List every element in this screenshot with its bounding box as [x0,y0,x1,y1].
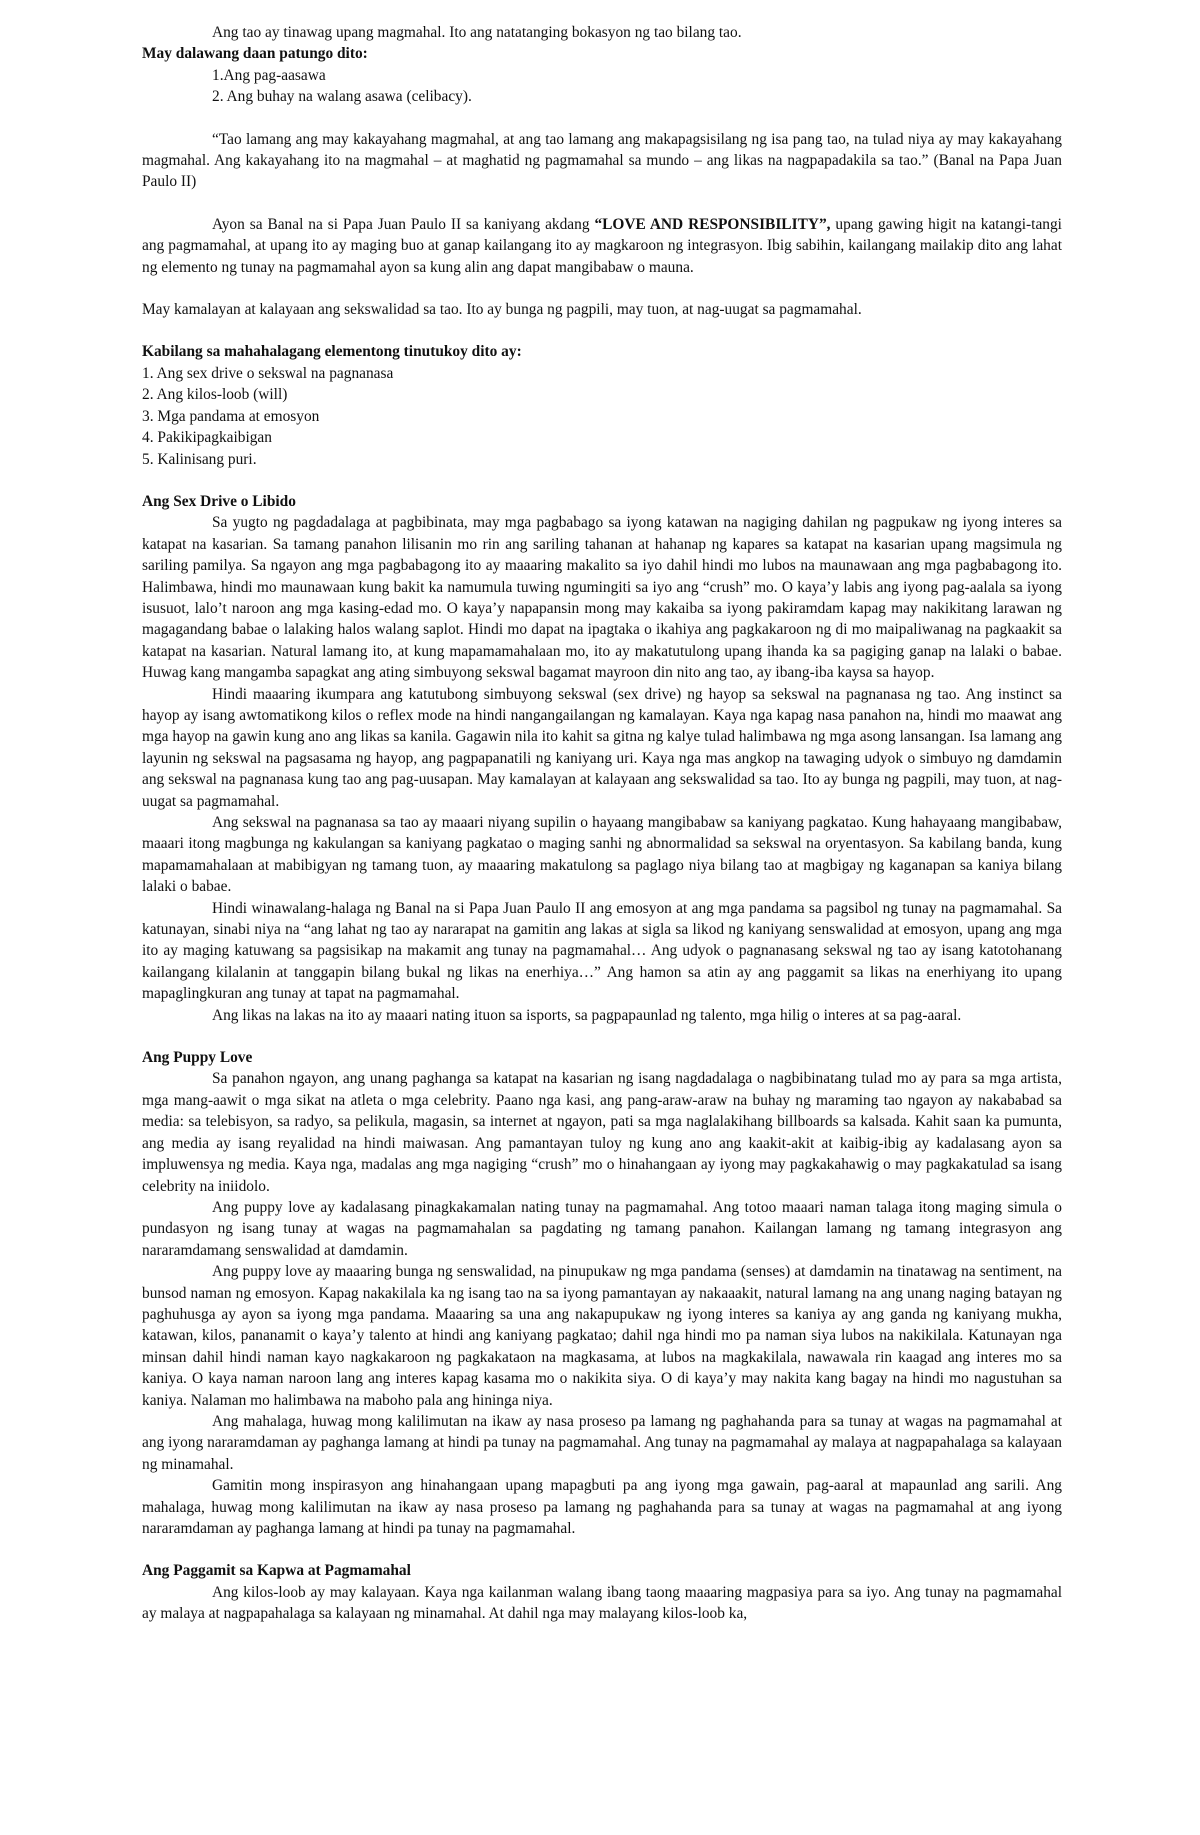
section-heading-kapwa: Ang Paggamit sa Kapwa at Pagmamahal [142,1562,411,1580]
body-paragraph: Ang likas na lakas na ito ay maaari nating ituon sa isports, sa pagpapaunlad ng talento, mga hilig o interes at sa pag-aaral. [212,1006,962,1024]
quote-paragraph: “Tao lamang ang may kakayahang magmahal, at ang tao lamang ang makapagsisilang ng isa pang tao, na tulad niya ay may kakayahang magmahal. Ang kakayahang ito na magmahal – at maghatid ng pagmamahal sa mundo – ang likas na nagpapadakila sa tao.” (Banal na Papa Juan Paulo II) [142,130,1062,191]
list-item: 1. Ang sex drive o sekswal na pagnanasa [142,364,394,382]
body-paragraph: Hindi maaaring ikumpara ang katutubong simbuyong sekswal (sex drive) ng hayop sa sekswal na pagnanasa ng tao. Ang instinct sa hayop ay isang awtomatikong kilos o reflex mode na hindi nangangailangan ng kamalayan. Kaya nga kapag nasa panahon na, hindi mo maawat ang mga hayop na gawin kung ano ang likas sa kanila. Gagawin nila ito kahit sa gitna ng kalye tulad halimbawa ng mga asong lansangan. Isa lamang ang layunin ng sekswal na pagsasama ng hayop, ang pagpapanatili ng kaniyang uri. Kaya nga mas angkop na tawaging udyok o simbuyo ng damdamin ang sekswal na pagnanasa kung tao ang pag-uusapan. May kamalayan at kalayaan ang sekswalidad sa tao. Ito ay bunga ng pagpili, may tuon, at nag-uugat sa pagmamahal. [142,685,1062,810]
body-paragraph: Ang puppy love ay kadalasang pinagkakamalan nating tunay na pagmamahal. Ang totoo maaari naman talaga itong maging simula o pundasyon ng isang tunay at wagas na pagmamahalan sa pagdating ng tamang panahon. Kailangan lamang ng tamang integrasyon ang nararamdamang senswalidad at damdamin. [142,1198,1062,1259]
body-paragraph: Hindi winawalang-halaga ng Banal na si Papa Juan Paulo II ang emosyon at ang mga pandama sa pagsibol ng tunay na pagmamahal. Sa katunayan, sinabi niya na “ang lahat ng tao ay nararapat na gamitin ang lakas at sigla sa likod ng kaniyang senswalidad at emosyon, upang ang mga ito ay maging katuwang sa pagsisikap na makamit ang tunay na pagmamahal… Ang udyok o pagnanasang sekswal ng tao ay isang katotohanang kailangang kilalanin at tanggapin bilang bukal ng likas na enerhiya…” Ang hamon sa atin ay ang paggamit sa likas na enerhiyang ito upang mapaglingkuran ang tunay at tapat na pagmamahal. [142,899,1062,1003]
list-item: 3. Mga pandama at emosyon [142,407,320,425]
body-paragraph: Sa yugto ng pagdadalaga at pagbibinata, may mga pagbabago sa iyong katawan na nagiging dahilan ng pagpukaw ng iyong interes sa katapat na kasarian. Sa tamang panahon lilisanin mo rin ang sariling tahanan at hahanap ng kapares sa katapat na kasarian upang magsimula ng sariling pamilya. Sa ngayon ang mga pagbabagong ito ay maaaring makalito sa iyo dahil hindi mo lubos na maunawaan ang mga pagbabagong ito. Halimbawa, hindi mo maunawaan kung bakit ka namumula tuwing ngumingiti sa iyo ang “crush” mo. O kaya’y labis ang iyong pag-aalala sa iyong isusuot, lalo’t naroon ang mga kasing-edad mo. O kaya’y napapansin mong may kakaiba sa iyong pakiramdam kapag may nakikitang larawan ng magagandang babae o lalaking halos walang saplot. Hindi mo dapat na ipagtaka o ikahiya ang pagkakaroon ng di mo maipaliwanag na pagkaakit sa katapat na kasarian. Natural lamang ito, at kung mapamamahalaan mo, ito ay makatutulong upang ihanda ka sa pagiging ganap na lalaki o babae. Huwag kang mangamba sapagkat ang ating simbuyong sekswal bagamat mayroon din nito ang tao, ay ibang-iba kaysa sa hayop. [142,514,1062,682]
body-paragraph: Sa panahon ngayon, ang unang paghanga sa katapat na kasarian ng isang nagdadalaga o nagbibinatang tulad mo ay para sa mga artista, mga mang-aawit o mga sikat na atleta o mga celebrity. Paano nga kasi, ang pang-araw-araw na buhay ng maraming tao ngayon ay nakababad sa media: sa telebisyon, sa radyo, sa pelikula, magasin, sa internet at ngayon, pati sa mga naglalakihang billboards sa kalsada. Kahit saan ka pumunta, ang media ay isang reyalidad na hindi maiwasan. Ang pamantayan tuloy ng kung ano ang kaakit-akit at kaibig-ibig ay kadalasang ayon sa impluwensya ng media. Kaya nga, madalas ang mga nagiging “crush” mo o hinahangaan ay iyong may pagkakahawig o may pagkakatulad sa isang celebrity na iniidolo. [142,1070,1062,1195]
list-item: 4. Pakikipagkaibigan [142,429,272,447]
list-item: 2. Ang kilos-loob (will) [142,386,288,404]
body-paragraph: Ang kilos-loob ay may kalayaan. Kaya nga kailanman walang ibang taong maaaring magpasiya para sa iyo. Ang tunay na pagmamahal ay malaya at nagpapahalaga sa kalayaan ng minamahal. At dahil nga may malayang kilos-loob ka, [142,1583,1062,1623]
body-paragraph: Ang sekswal na pagnanasa sa tao ay maaari niyang supilin o hayaang mangibabaw sa kaniyang pagkatao. Kung hahayaang mangibabaw, maaari itong magbunga ng kakulangan sa kaniyang pagkatao o maging sanhi ng abnormalidad sa sekswal na oryentasyon. Sa kabilang banda, kung mapamamahalaan at mabibigyan ng tamang tuon, ay maaaring makatulong sa paglago niya bilang tao at magbigay ng kaganapan sa kaniya bilang lalaki o babae. [142,814,1062,896]
section-heading-puppy-love: Ang Puppy Love [142,1049,253,1067]
list-item: 2. Ang buhay na walang asawa (celibacy). [212,88,472,106]
section-heading-elements: Kabilang sa mahahalagang elementong tinutukoy dito ay: [142,343,522,361]
body-paragraph: May kamalayan at kalayaan ang sekswalidad sa tao. Ito ay bunga ng pagpili, may tuon, at nag-uugat sa pagmamahal. [142,301,862,319]
list-item: 5. Kalinisang puri. [142,450,257,468]
section-heading-paths: May dalawang daan patungo dito: [142,45,368,63]
body-paragraph: Ang mahalaga, huwag mong kalilimutan na ikaw ay nasa proseso pa lamang ng paghahanda para sa tunay at wagas na pagmamahal at ang iyong nararamdaman ay paghanga lamang at hindi pa tunay na pagmamahal. Ang tunay na pagmamahal ay malaya at nagpapahalaga sa kalayaan ng minamahal. [142,1412,1062,1473]
intro-line: Ang tao ay tinawag upang magmahal. Ito ang natatanging bokasyon ng tao bilang tao. [212,24,742,41]
paragraph-text: upang gawing higit na katangi-tangi ang pagmamahal, at upang ito ay maging buo at ganap kailangang ito ay magkaroon ng integrasyon. Ibig sabihin, kailangang mailakip dito ang lahat ng elemento ng tunay na pagmamahal ayon sa kung alin ang dapat mangibabaw o mauna. [142,215,1062,276]
paragraph-text: Ayon sa Banal na si Papa Juan Paulo II sa kaniyang akdang [212,215,590,233]
body-paragraph: Ang puppy love ay maaaring bunga ng senswalidad, na pinupukaw ng mga pandama (senses) at damdamin na tinatawag na sentiment, na bunsod naman ng emosyon. Kapag nakakilala ka ng isang tao na sa iyong pamantayan ay nakaaakit, natural lamang na ang unang naging batayan ng paghuhusga ay ayon sa iyong mga pandama. Maaaring sa una ang nakapupukaw ng iyong interes sa kaniya ay ang ganda ng kaniyang mukha, katawan, kilos, pananamit o kaya’y talento at hindi ang kaniyang pagkatao; dahil nga hindi mo pa naman siya lubos na nakikilala. Katunayan nga minsan dahil hindi naman kayo nagkakaroon ng pagkakataon na magkasama, at lubos na magkakilala, nawawala rin kaagad ang interes mo sa kaniya. O kaya naman naroon lang ang interes kapag kasama mo o nakikita siya. O di kaya’y may nakita kang bagay na hindi mo nagustuhan sa kaniya. Nalaman mo halimbawa na maboho pala ang hininga niya. [142,1263,1062,1409]
body-paragraph: Gamitin mong inspirasyon ang hinahangaan upang mapagbuti pa ang iyong mga gawain, pag-aaral at mapaunlad ang sarili. Ang mahalaga, huwag mong kalilimutan na ikaw ay nasa proseso pa lamang ng paghahanda para sa tunay at wagas na pagmamahal at ang iyong nararamdaman ay paghanga lamang at hindi pa tunay na pagmamahal. [142,1477,1062,1537]
body-paragraph [142,214,1062,278]
section-heading-libido: Ang Sex Drive o Libido [142,492,296,510]
list-item: 1.Ang pag-aasawa [212,66,326,84]
book-title: “LOVE AND RESPONSIBILITY”, [594,215,831,233]
